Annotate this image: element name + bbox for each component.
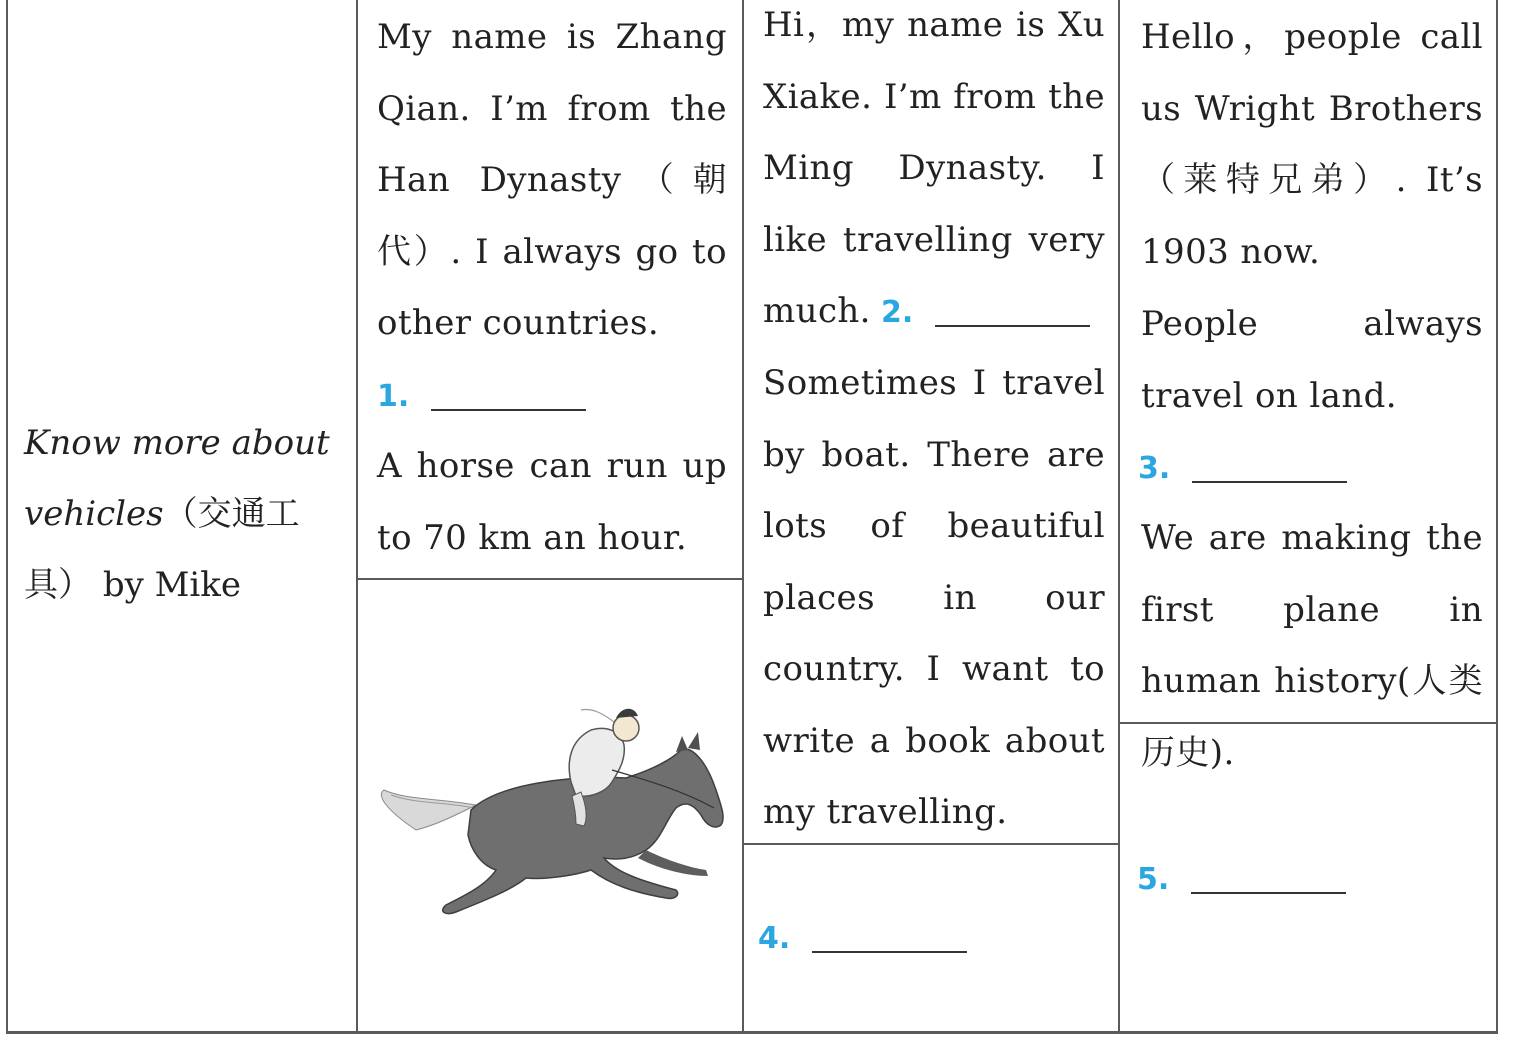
- zhang-qian-row-divider: [357, 578, 743, 580]
- worksheet-title: [24, 408, 344, 621]
- table-border-bottom: [6, 1031, 1498, 1034]
- blank-row-4: [758, 902, 1100, 975]
- column-divider-3: [1118, 0, 1120, 1032]
- horse-fact: [377, 431, 727, 574]
- blank-row-2: [763, 276, 1105, 349]
- blank-number-5: 5.: [1137, 862, 1170, 897]
- title-cn-gloss: （交通工具）: [24, 494, 300, 605]
- xu-xiake-text: [763, 348, 1105, 849]
- wright-intro: [1141, 2, 1483, 288]
- title-italic-line-2: vehicles: [24, 494, 164, 534]
- xu-xiake-text-body: Sometimes I travel by boat. There are lots of beautiful places in our country. I want to write a book about my travelling.: [763, 363, 1105, 832]
- answer-blank-1[interactable]: [431, 407, 586, 411]
- blank-number-3: 3.: [1138, 451, 1171, 486]
- answer-blank-5[interactable]: [1191, 890, 1346, 894]
- blank-number-1: 1.: [377, 379, 410, 414]
- column-divider-2: [742, 0, 744, 1032]
- blank-row-5: [1137, 843, 1479, 916]
- wright-text-2-body: We are making the first plane in human history(人类历史).: [1141, 518, 1483, 773]
- wright-intro-text: Hello，people call us Wright Brothers（莱特兄弟）. It’s 1903 now.: [1141, 17, 1483, 272]
- zhang-qian-intro-text: My name is Zhang Qian. I’m from the Han Dynasty（朝代）. I always go to other countries.: [377, 17, 727, 343]
- blank-row-1: [377, 360, 727, 433]
- answer-blank-2[interactable]: [935, 323, 1090, 327]
- zhang-qian-intro: [377, 2, 727, 360]
- blank-row-3: [1138, 432, 1480, 505]
- answer-blank-4[interactable]: [812, 949, 967, 953]
- wright-text-1: [1141, 289, 1483, 432]
- title-tail: by Mike: [102, 565, 242, 605]
- table-border-right: [1496, 0, 1498, 1034]
- horse-rider-image: [376, 700, 731, 930]
- title-italic-line-1: Know more about: [24, 423, 330, 463]
- column-divider-1: [356, 0, 358, 1032]
- blank-number-4: 4.: [758, 921, 791, 956]
- horse-fact-text: A horse can run up to 70 km an hour.: [377, 446, 727, 558]
- wright-text-2: [1141, 503, 1483, 789]
- table-border-left: [6, 0, 8, 1034]
- blank-number-2: 2.: [881, 295, 914, 330]
- answer-blank-3[interactable]: [1192, 479, 1347, 483]
- xu-xiake-intro-text: Hi，my name is Xu Xiake. I’m from the Ming Dynasty. I like travelling very much.: [763, 5, 1105, 331]
- wright-text-1-body: People always travel on land.: [1141, 304, 1483, 416]
- horse-rider-illustration: [376, 700, 731, 930]
